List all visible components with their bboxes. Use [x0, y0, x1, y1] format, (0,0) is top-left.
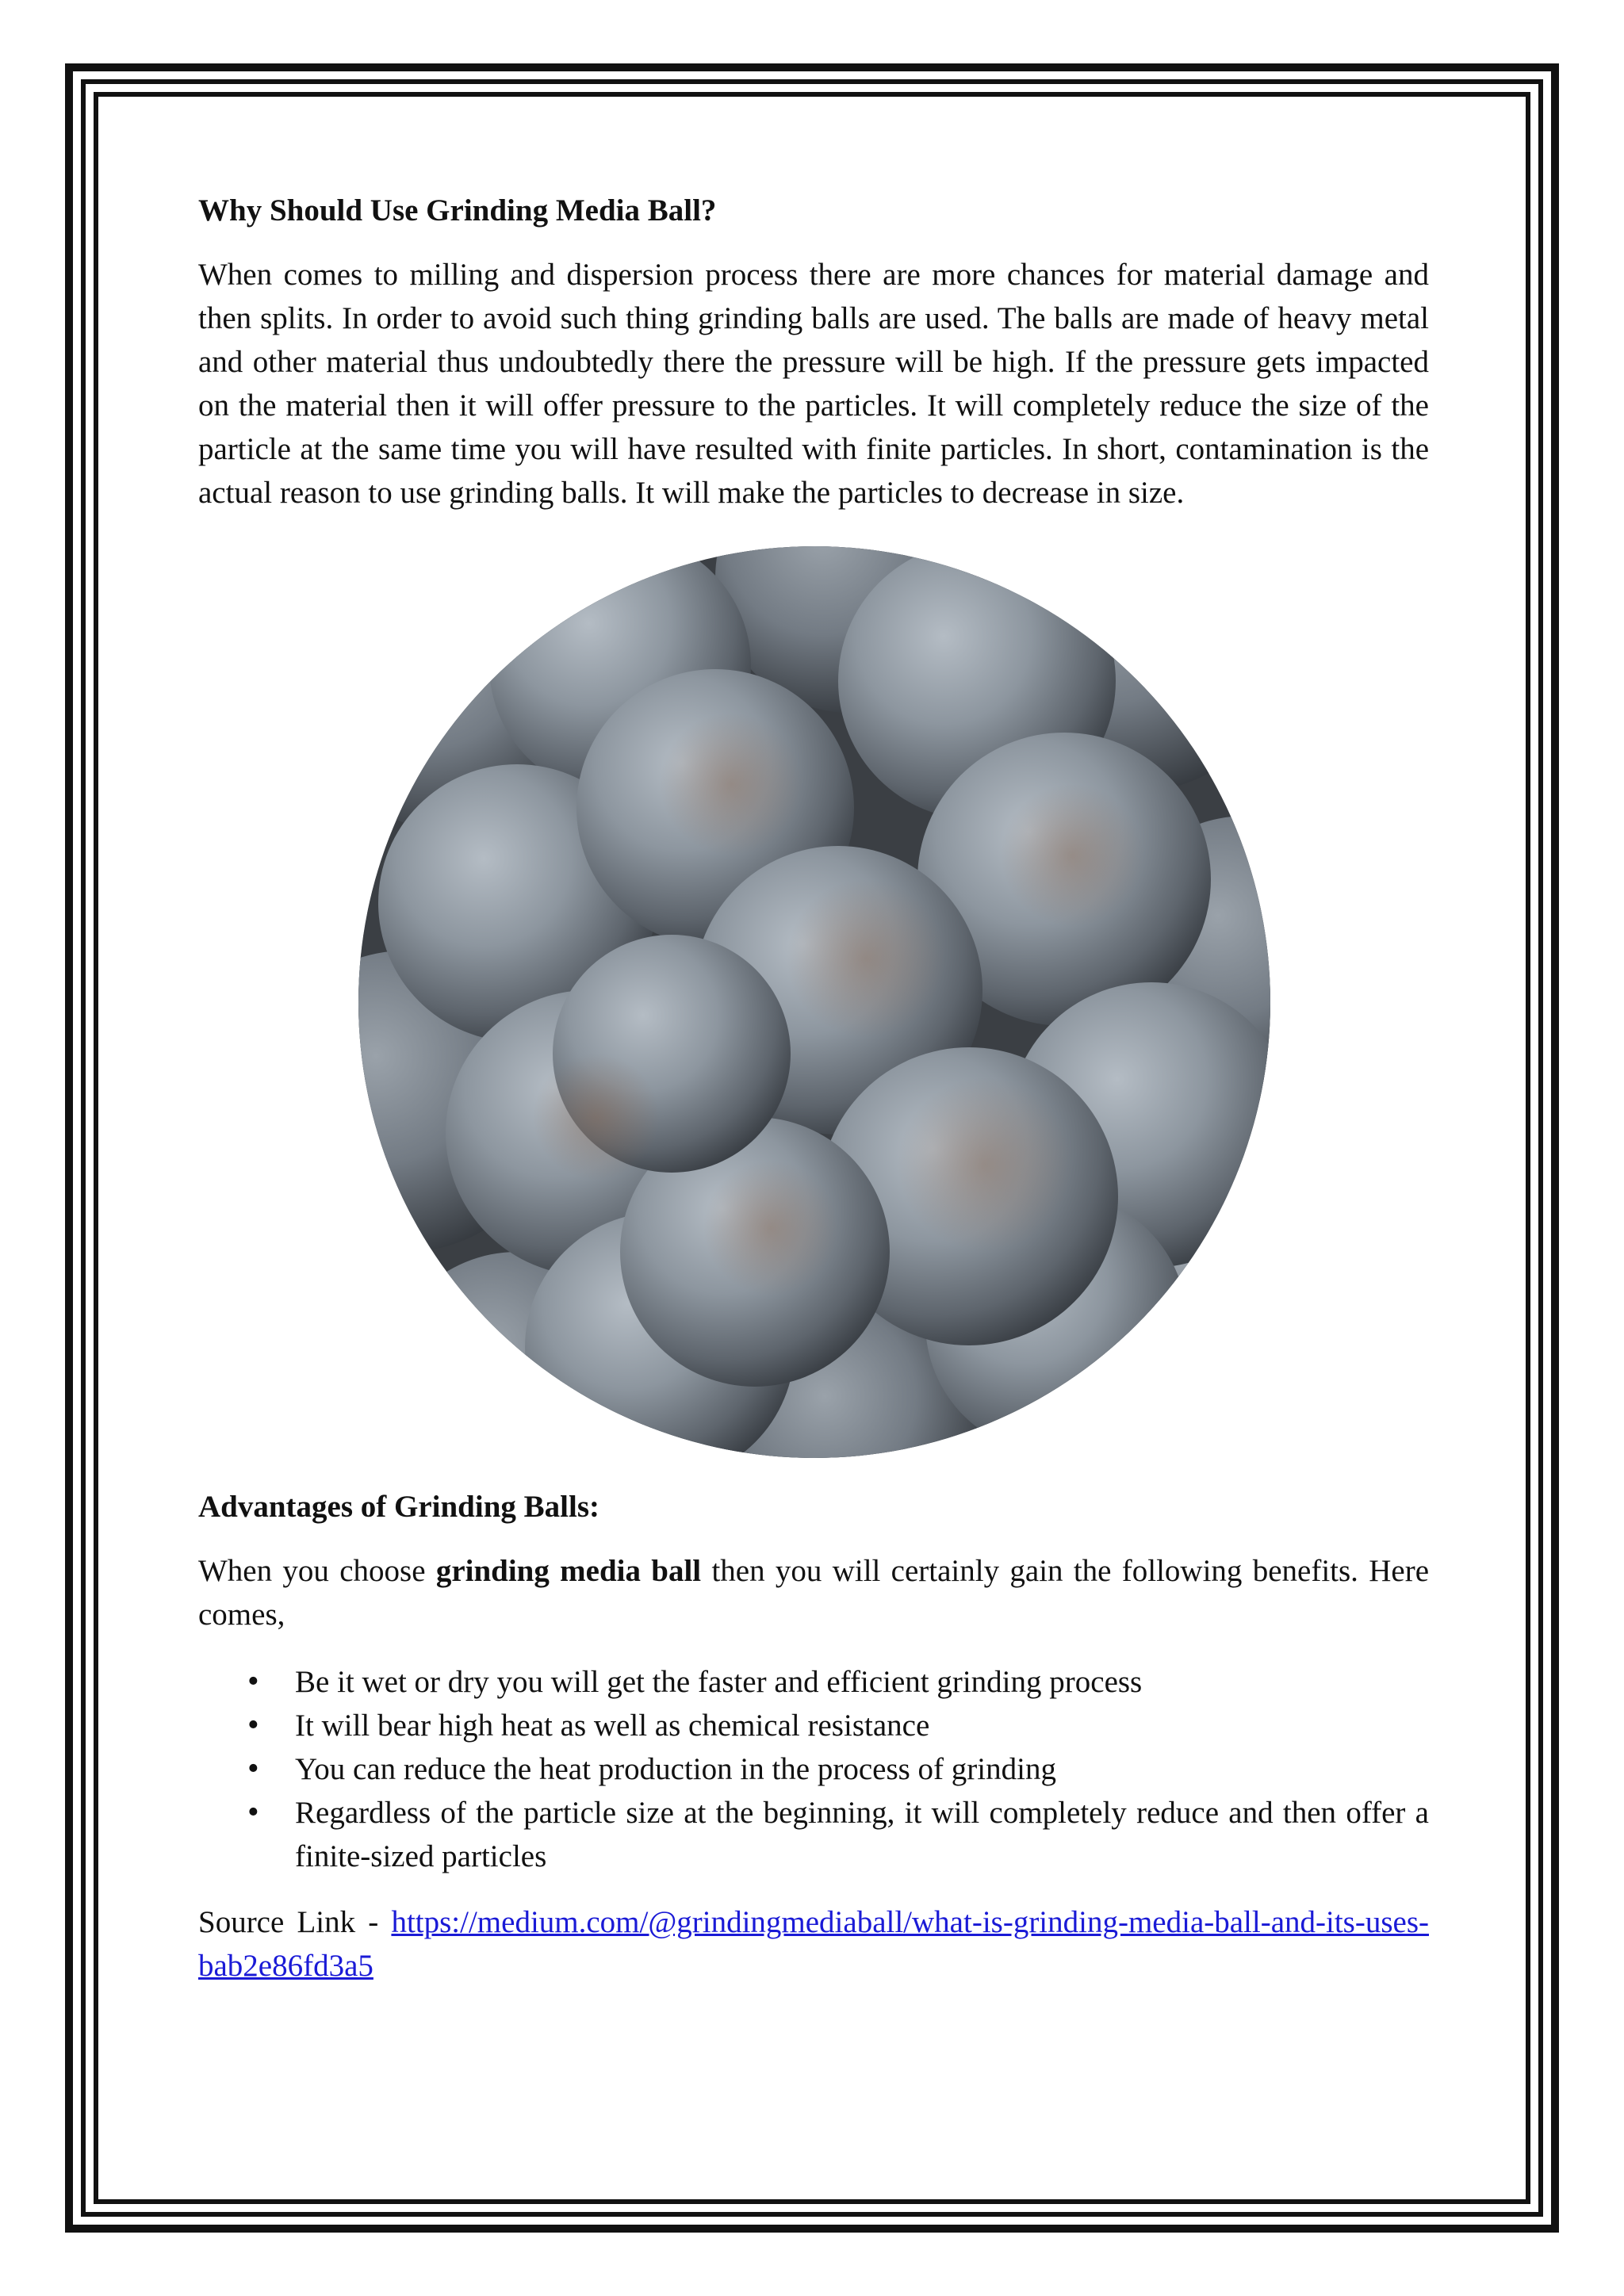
benefits-list [198, 1660, 1429, 1878]
source-link[interactable]: https://medium.com/@grindingmediaball/what-is-grinding-media-ball-and-its-uses-bab2e86fd3a5 [198, 1905, 1429, 1983]
section-title-advantages: Advantages of Grinding Balls: [198, 1490, 599, 1524]
intro-keyword: grinding media ball [435, 1554, 702, 1588]
benefit-item: • You can reduce the heat production in the process of grinding [295, 1747, 1429, 1791]
section-title-why: Why Should Use Grinding Media Ball? [198, 193, 717, 228]
advantages-intro [198, 1549, 1429, 1636]
source-line [198, 1900, 1429, 1988]
document-body [198, 189, 1429, 1988]
intro-text-before: When you choose [198, 1554, 436, 1588]
benefit-item: • Be it wet or dry you will get the faster and efficient grinding process [295, 1660, 1429, 1704]
intro-text-after: then you will certainly gain the following benefits. Here comes, [198, 1554, 1430, 1632]
source-label: Source Link - [198, 1905, 392, 1939]
grinding-balls-photo [358, 546, 1270, 1458]
why-paragraph: When comes to milling and dispersion process there are more chances for material damage and then splits. In order to avoid such thing grinding balls are used. The balls are made of heavy metal and other material thus undoubtedly there the pressure will be high. If the pressure gets impacted on the material then it will offer pressure to the particles. It will completely reduce the size of the particle at the same time you will have resulted with finite particles. In short, contamination is the actual reason to use grinding balls. It will make the particles to decrease in size. [198, 258, 1429, 510]
benefit-item: • It will bear high heat as well as chemical resistance [295, 1704, 1429, 1747]
benefit-item: • Regardless of the particle size at the beginning, it will completely reduce and then offer a finite-sized particles [295, 1791, 1429, 1878]
